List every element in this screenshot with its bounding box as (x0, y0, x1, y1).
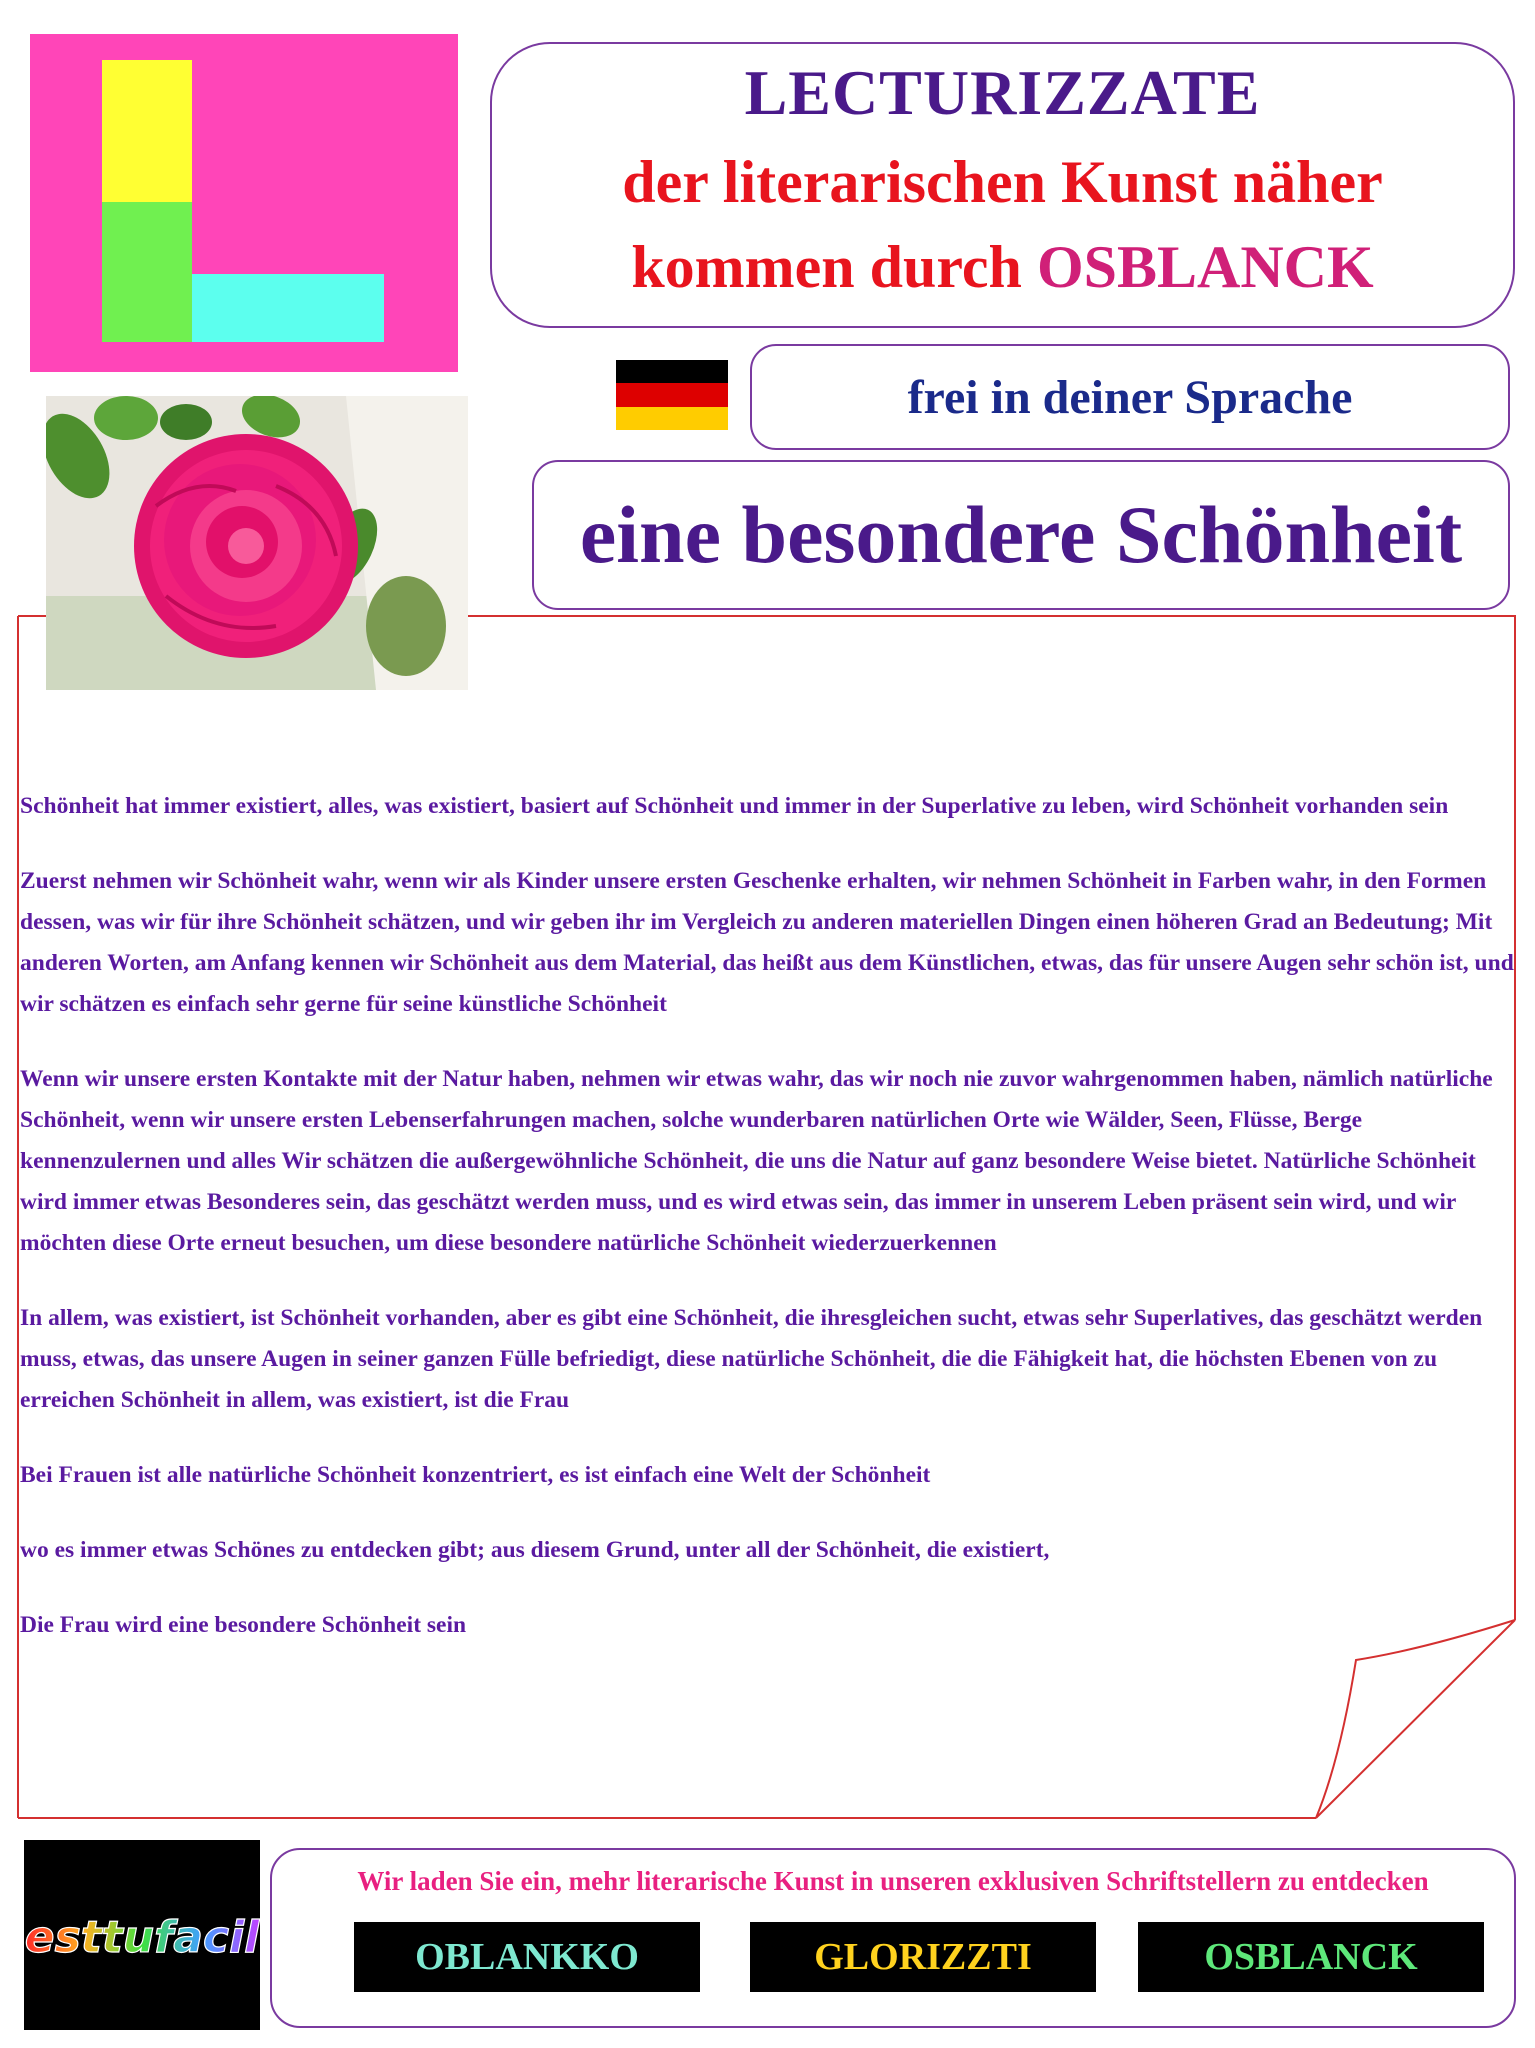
author-button-label: GLORIZZTI (814, 1936, 1032, 1978)
article-paragraph: Die Frau wird eine besondere Schönheit sein (20, 1612, 467, 1638)
rose-image (46, 396, 468, 690)
article-paragraph: Schönheit hat immer existiert, alles, was existiert, basiert auf Schönheit und immer in der Superlative zu leben, wird Schönheit vorhanden sein (20, 793, 1449, 819)
logo-yellow-bar (102, 60, 192, 202)
tagline-line2 (492, 233, 1513, 302)
german-flag-icon (616, 360, 728, 430)
author-button-label: OSBLANCK (1204, 1936, 1418, 1978)
flag-gold-stripe (616, 407, 728, 430)
article-body (20, 786, 1515, 1680)
article-paragraph: Zuerst nehmen wir Schönheit wahr, wenn wir als Kinder unsere ersten Geschenke erhalten, wir nehmen Schönheit in Farben wahr, in den Formen dessen, was wir für ihre Schönheit schätzen, und wir geben ihr im Vergleich zu anderen materiellen Dingen einen höheren Grad an Bedeutung; Mit anderen Worten, am Anfang kennen wir Schönheit aus dem Material, das heißt aus dem Künstlichen, etwas, das für unsere Augen sehr schön ist, und wir schätzen es einfach sehr gerne für seine künstliche Schönheit (20, 868, 1514, 1017)
author-button-osblanck[interactable] (1138, 1922, 1484, 1992)
author-button-label: OBLANKKO (415, 1936, 639, 1978)
article-paragraph: Bei Frauen ist alle natürliche Schönheit konzentriert, es ist einfach eine Welt der Schönheit (20, 1462, 931, 1488)
header-title-box (490, 42, 1515, 328)
author-button-glorizzti[interactable] (750, 1922, 1096, 1992)
article-paragraph: In allem, was existiert, ist Schönheit vorhanden, aber es gibt eine Schönheit, die ihresgleichen sucht, etwas sehr Superlatives, das geschätzt werden muss, etwas, das unsere Augen in seiner ganzen Fülle befriedigt, diese natürliche Schönheit, die die Fähigkeit hat, die höchsten Ebenen von zu erreichen Schönheit in allem, was existiert, ist die Frau (20, 1305, 1483, 1413)
tagline-brand: OSBLANCK (1036, 234, 1374, 300)
esttufacil-logo-text: esttufacil (24, 1912, 260, 1963)
tagline-line2-prefix: kommen durch (631, 234, 1037, 300)
esttufacil-logo[interactable] (24, 1840, 260, 2030)
language-label: frei in deiner Sprache (750, 344, 1510, 450)
esttufacil-logo-graphic (24, 1840, 260, 2030)
footer-invite-text: Wir laden Sie ein, mehr literarische Kunst in unseren exklusiven Schriftstellern zu entdecken (357, 1866, 1429, 1896)
flag-red-stripe (616, 383, 728, 406)
lecturizzate-logo (30, 34, 458, 372)
article-paragraph: wo es immer etwas Schönes zu entdecken gibt; aus diesem Grund, unter all der Schönheit, die existiert, (20, 1537, 1050, 1563)
site-title: LECTURIZZATE (744, 57, 1261, 128)
flag-black-stripe (616, 360, 728, 383)
tagline-line1: der literarischen Kunst näher (622, 149, 1383, 215)
logo-cyan-bar (192, 274, 384, 342)
flower-photo (46, 396, 468, 690)
logo-green-bar (102, 202, 192, 342)
article-title: eine besondere Schönheit (532, 460, 1510, 610)
article-paragraph: Wenn wir unsere ersten Kontakte mit der Natur haben, nehmen wir etwas wahr, das wir noch nie zuvor wahrgenommen haben, nämlich natürliche Schönheit, wenn wir unsere ersten Lebenserfahrungen machen, solche wunderbaren natürlichen Orte wie Wälder, Seen, Flüsse, Berge kennenzulernen und alles Wir schätzen die außergewöhnliche Schönheit, die uns die Natur auf ganz besondere Weise bietet. Natürliche Schönheit wird immer etwas Besonderes sein, das geschätzt werden muss, und es wird etwas sein, das immer in unserem Leben präsent sein wird, und wir möchten diese Orte erneut besuchen, um diese besondere natürliche Schönheit wiederzuerkennen (20, 1066, 1493, 1256)
author-button-oblankko[interactable] (354, 1922, 700, 1992)
